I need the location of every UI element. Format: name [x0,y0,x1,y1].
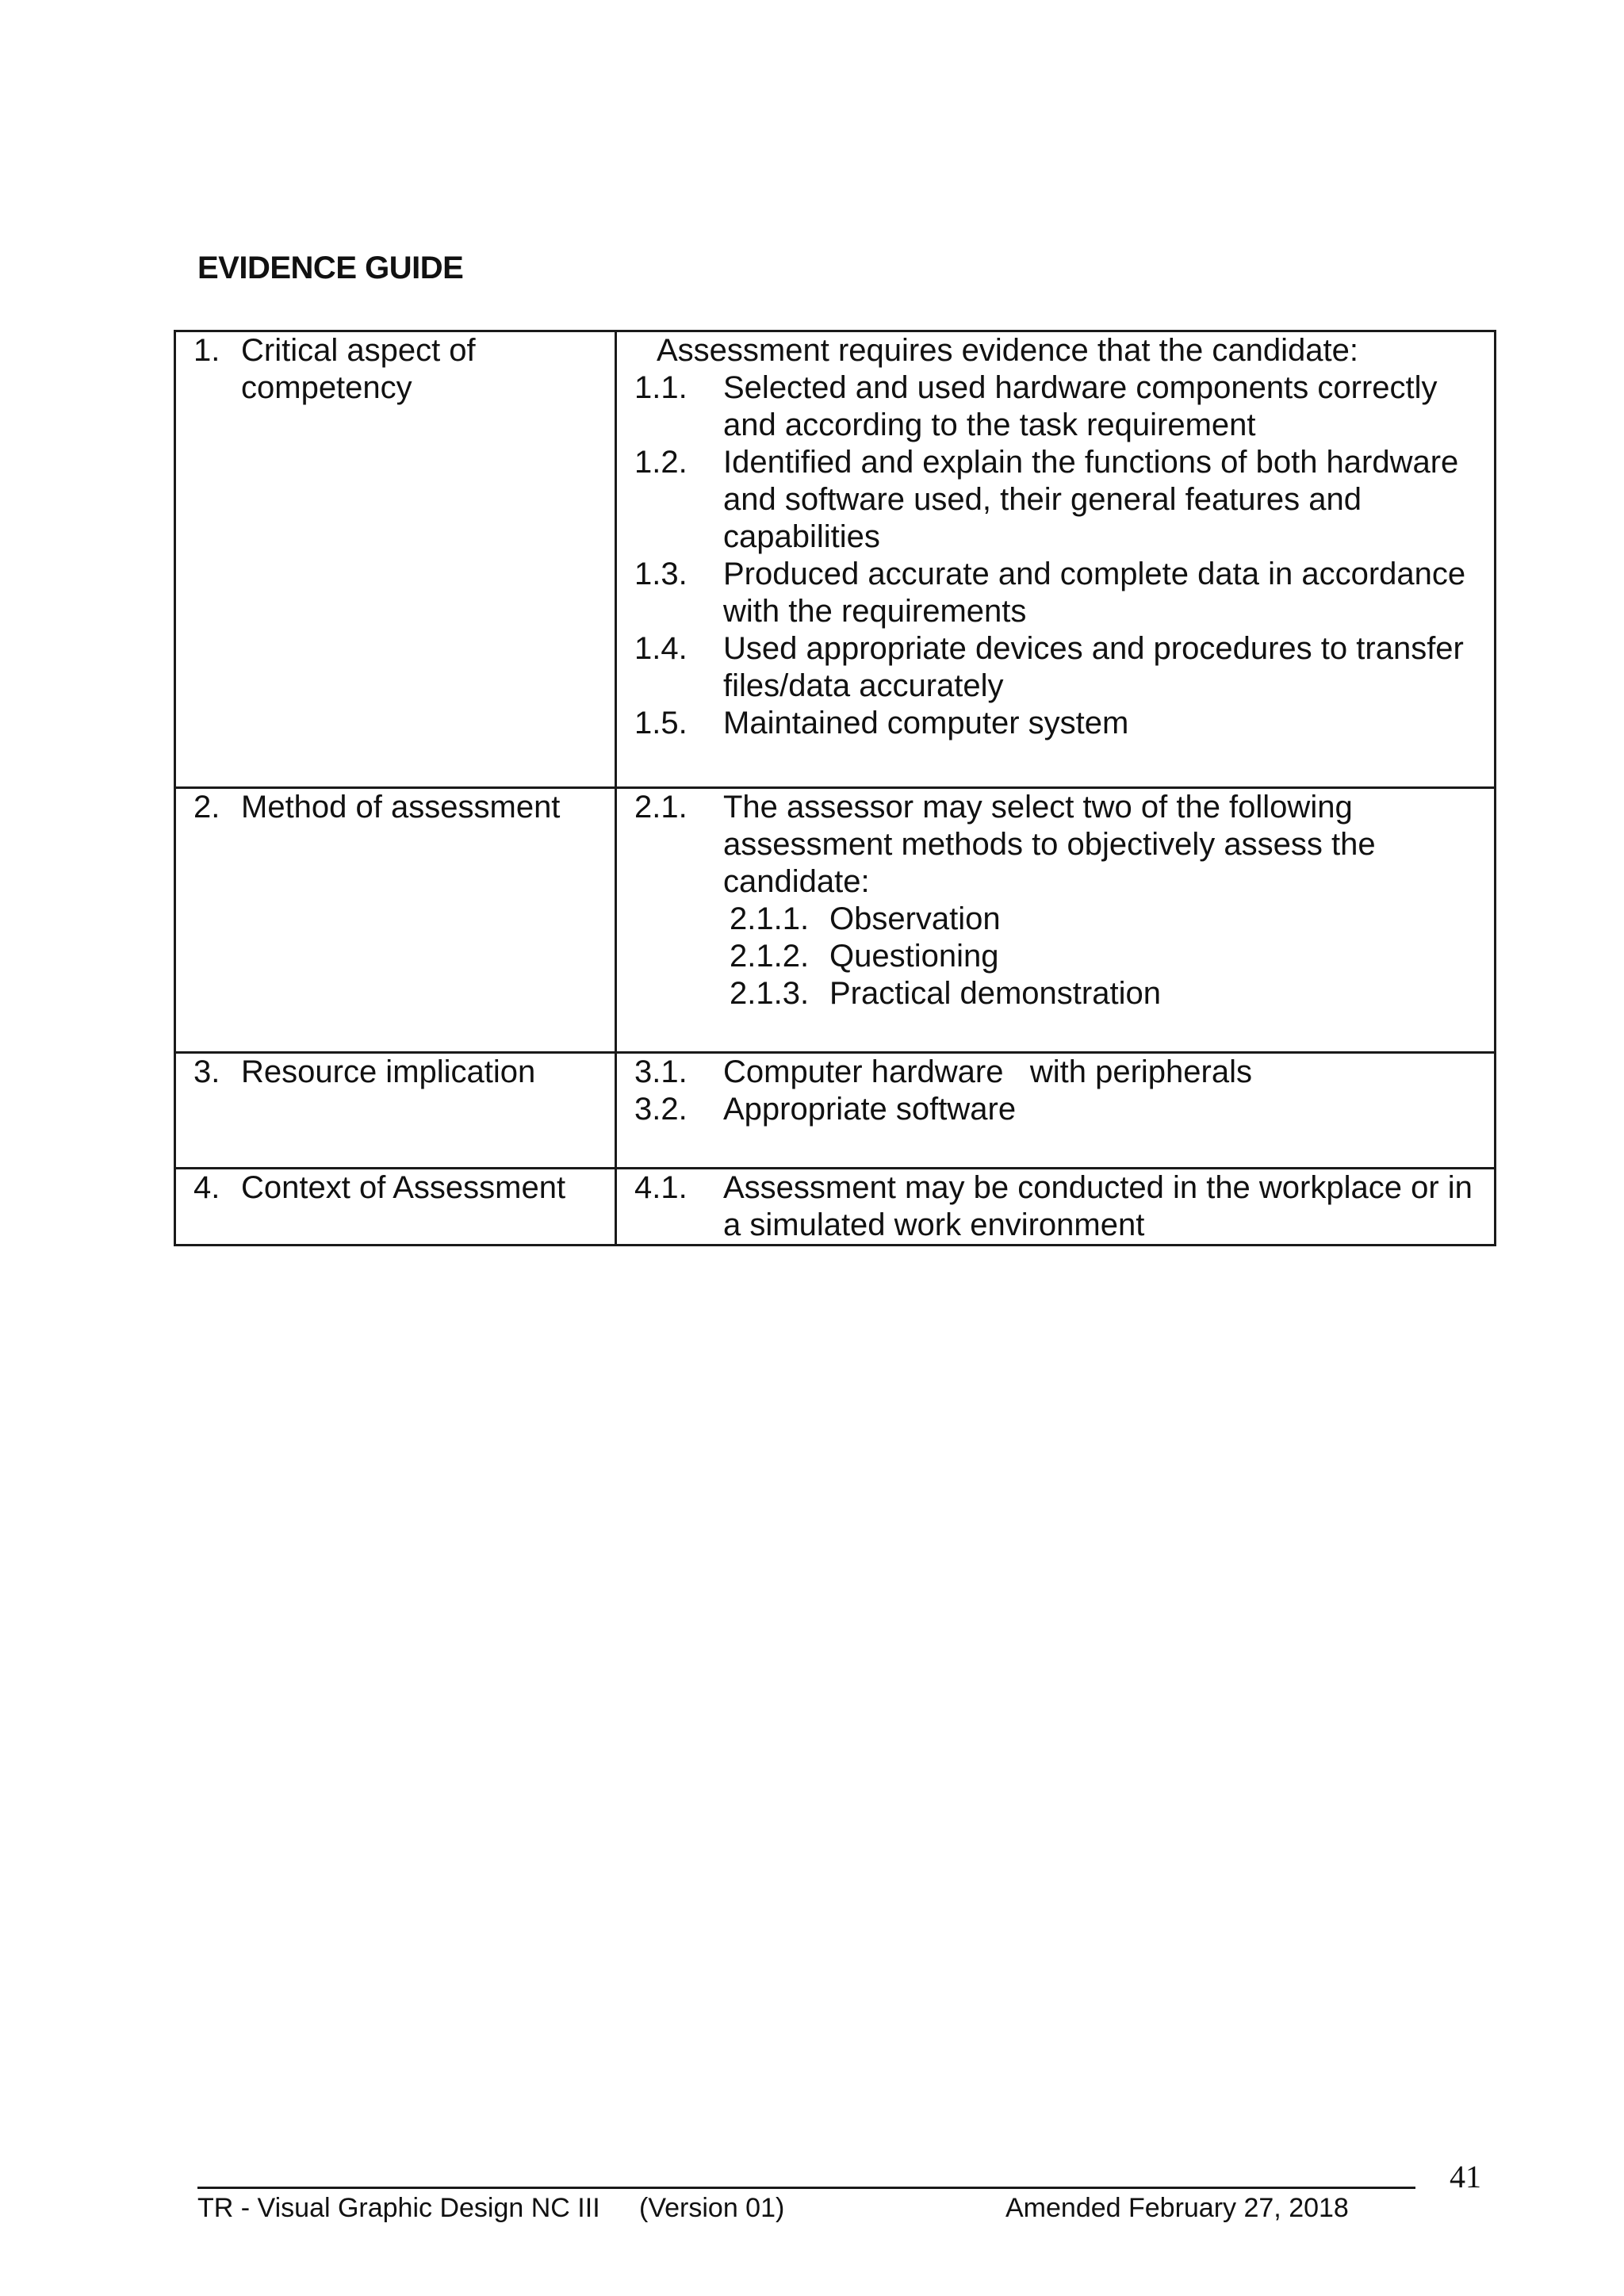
evidence-guide-table [174,330,1496,1246]
item-number: 1.5. [634,706,688,740]
row-label-cell [175,788,616,1053]
row-content-cell [616,788,1496,1053]
row-label: Context of Assessment [241,1170,566,1205]
item-text: Used appropriate devices and procedures to transfer files/data accurately [723,631,1464,703]
row-content-cell [616,331,1496,788]
item-text: Produced accurate and complete data in accordance with the requirements [723,557,1466,629]
table-row [175,1169,1496,1246]
item-text: Maintained computer system [723,706,1129,740]
sub-list-item [634,975,1478,1012]
row-label: Critical aspect of competency [241,333,476,405]
list-item [634,789,1478,901]
sub-item-number: 2.1.2. [730,939,810,974]
row-number: 2. [193,790,220,825]
sub-item-number: 2.1.1. [730,901,810,936]
row-intro: Assessment requires evidence that the candidate: [657,333,1358,368]
row-label: Method of assessment [241,790,561,825]
footer-amended-date: Amended February 27, 2018 [1005,2193,1349,2223]
row-content-cell [616,1169,1496,1246]
list-item [634,1169,1478,1244]
table-row [175,788,1496,1053]
sub-item-number: 2.1.3. [730,976,810,1011]
item-text: Identified and explain the functions of both hardware and software used, their general features and capabilities [723,445,1459,554]
list-item [634,1054,1478,1091]
item-number: 1.1. [634,370,688,405]
row-label-cell [175,1053,616,1169]
table-row [175,331,1496,788]
list-item [634,369,1478,444]
sub-item-text: Questioning [829,939,999,974]
item-text: Computer hardware with peripherals [723,1054,1252,1089]
row-number: 4. [193,1170,220,1205]
item-text: Selected and used hardware components correctly and according to the task requirement [723,370,1438,442]
footer-document-title: TR - Visual Graphic Design NC III [197,2193,600,2223]
item-text: Assessment may be conducted in the workplace or in a simulated work environment [723,1170,1473,1242]
item-text: Appropriate software [723,1092,1017,1127]
page-heading: EVIDENCE GUIDE [197,251,464,285]
table-row [175,1053,1496,1169]
sub-list-item [634,901,1478,938]
item-number: 1.2. [634,445,688,480]
item-number: 3.2. [634,1092,688,1127]
list-item [634,556,1478,630]
row-content-cell [616,1053,1496,1169]
row-number: 1. [193,333,220,368]
footer-rule [197,2187,1415,2189]
list-item [634,1091,1478,1128]
list-item [634,705,1478,742]
row-label: Resource implication [241,1054,536,1089]
sub-list-item [634,938,1478,975]
item-number: 2.1. [634,790,688,825]
item-number: 4.1. [634,1170,688,1205]
row-label-cell [175,1169,616,1246]
list-item [634,630,1478,705]
row-number: 3. [193,1054,220,1089]
footer-version: (Version 01) [639,2193,785,2223]
item-text: The assessor may select two of the following assessment methods to objectively assess the candidate: [723,790,1376,899]
sub-item-text: Practical demonstration [829,976,1161,1011]
item-number: 3.1. [634,1054,688,1089]
page-number: 41 [1450,2159,1481,2195]
item-number: 1.3. [634,557,688,591]
sub-item-text: Observation [829,901,1001,936]
item-number: 1.4. [634,631,688,666]
list-item [634,444,1478,556]
row-label-cell [175,331,616,788]
